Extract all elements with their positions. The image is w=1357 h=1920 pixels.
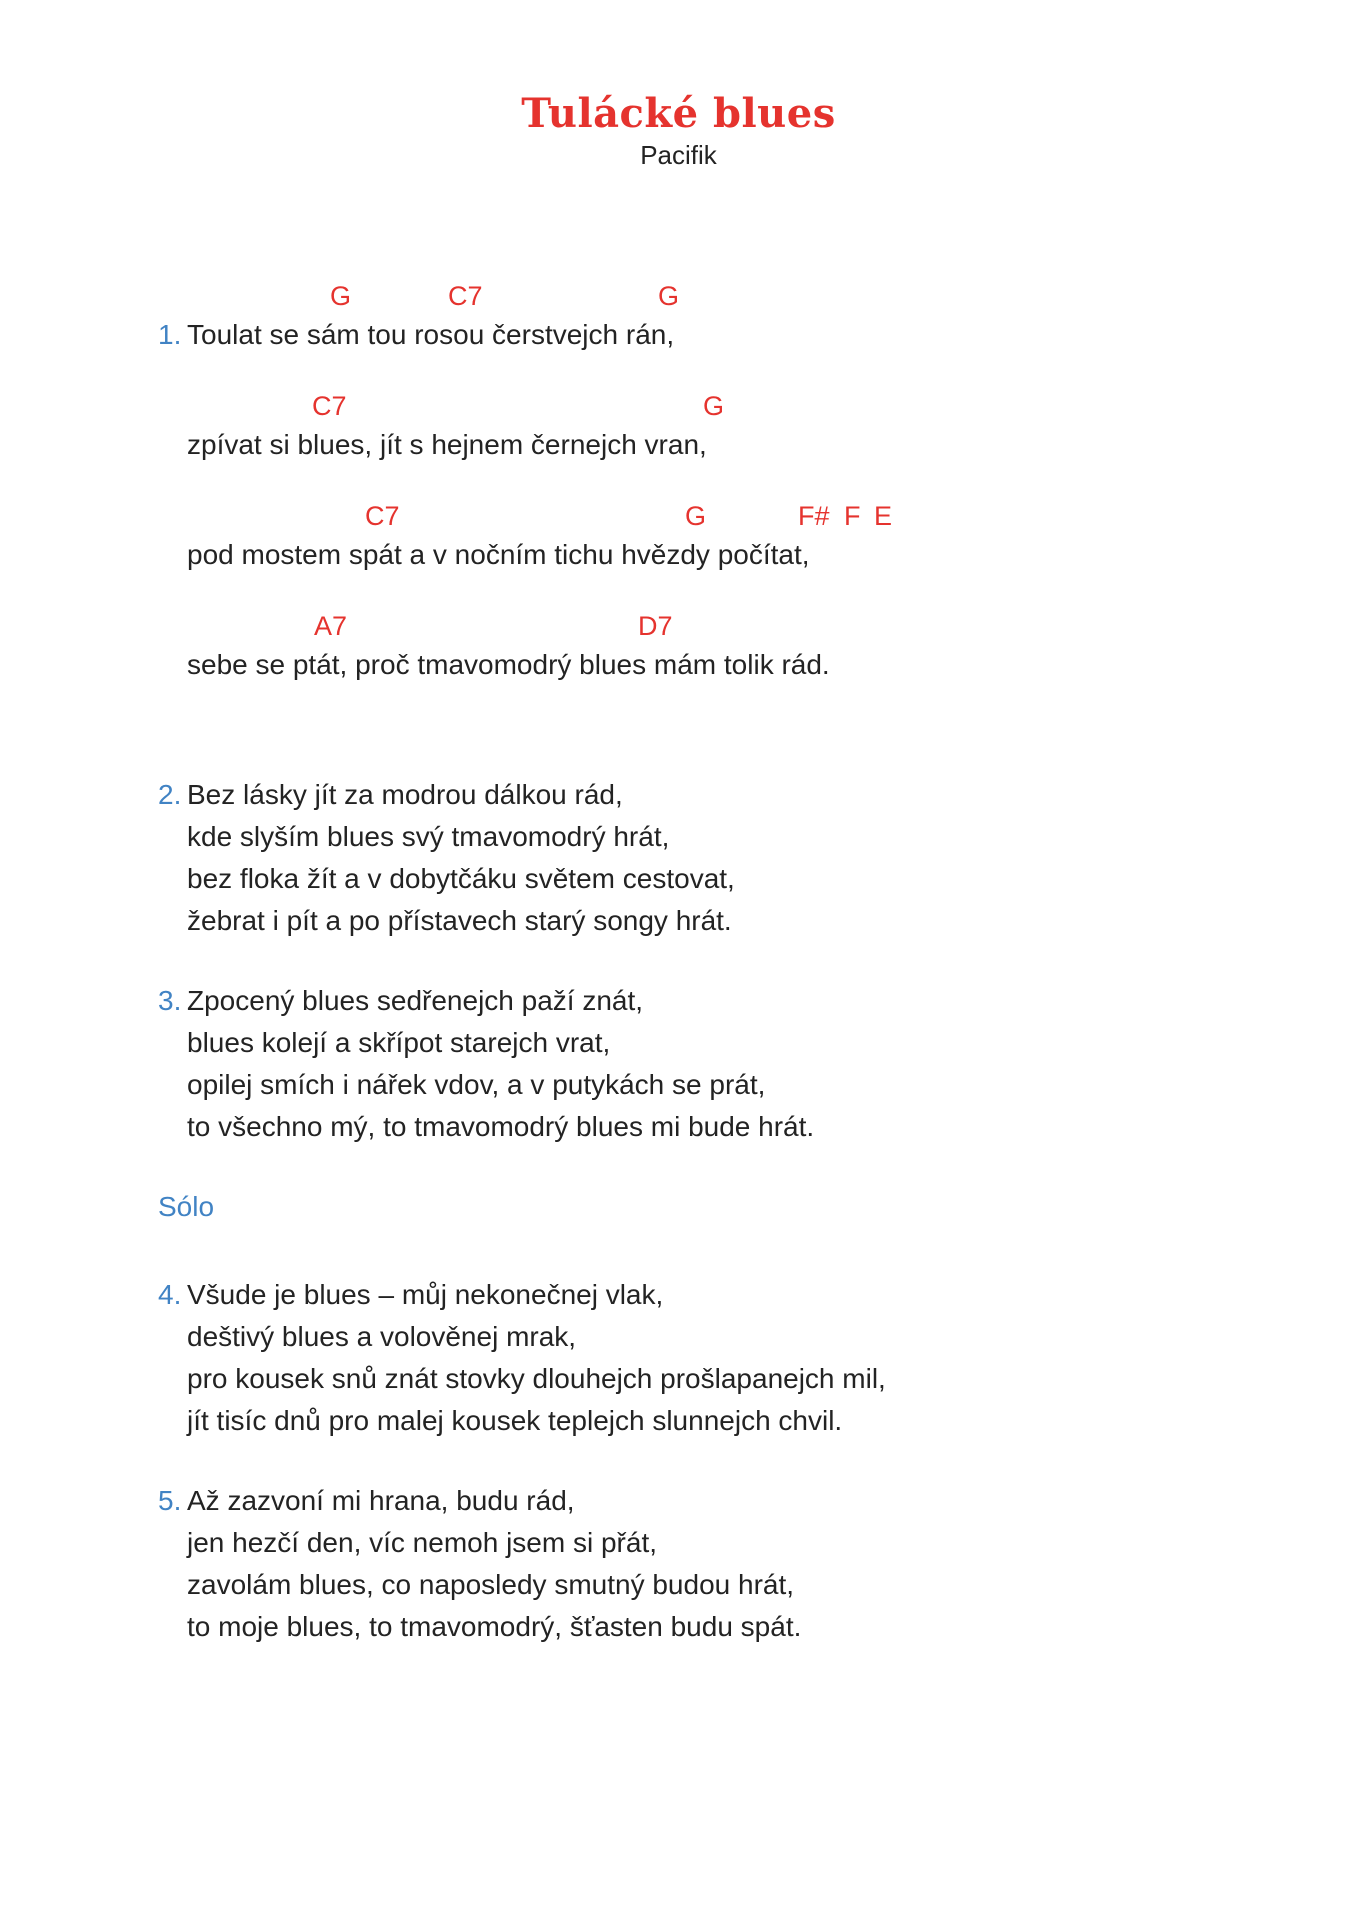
chord-f: F <box>844 501 861 531</box>
verse-number: 1. <box>158 319 182 350</box>
chord-g: G <box>330 281 352 311</box>
lyric-line: deštivý blues a volověnej mrak, <box>187 1321 577 1352</box>
chord-g: G <box>685 501 707 531</box>
chord-e: E <box>874 501 893 531</box>
lyric-line <box>158 774 1317 816</box>
verse-4 <box>158 1274 1317 1442</box>
lyric-line <box>158 980 1317 1022</box>
lyric-line <box>158 1480 1317 1522</box>
verse-number: 5. <box>158 1485 182 1516</box>
verse-number: 4. <box>158 1279 182 1310</box>
chord-g: G <box>703 391 725 421</box>
chord-lyric-pair <box>158 388 1317 466</box>
lyric-line <box>158 1274 1317 1316</box>
lyrics-content <box>158 0 1317 1686</box>
verse-number: 3. <box>158 985 182 1016</box>
chord-c7: C7 <box>365 501 400 531</box>
lyric-line: to moje blues, to tmavomodrý, šťasten budu spát. <box>187 1611 802 1642</box>
chord-c7: C7 <box>448 281 483 311</box>
lyric-line: žebrat i pít a po přístavech starý songy hrát. <box>187 905 732 936</box>
verse-2 <box>158 774 1317 942</box>
chord-f-sharp: F# <box>798 501 830 531</box>
chord-lyric-pair <box>158 608 1317 686</box>
chord-row <box>158 498 1317 534</box>
lyric-line: opilej smích i nářek vdov, a v putykách se prát, <box>187 1069 766 1100</box>
lyric-line: to všechno mý, to tmavomodrý blues mi bude hrát. <box>187 1111 815 1142</box>
lyric-line: jen hezčí den, víc nemoh jsem si přát, <box>187 1527 657 1558</box>
lyric-text: Až zazvoní mi hrana, budu rád, <box>187 1485 575 1516</box>
lyric-line: jít tisíc dnů pro malej kousek teplejch slunnejch chvil. <box>187 1405 843 1436</box>
verse-3 <box>158 980 1317 1148</box>
solo-label: Sólo <box>158 1191 215 1222</box>
verse-5 <box>158 1480 1317 1648</box>
lyric-line <box>158 314 1317 356</box>
lyric-line: zpívat si blues, jít s hejnem černejch vran, <box>187 429 707 460</box>
chord-row <box>158 388 1317 424</box>
lyric-line: bez floka žít a v dobytčáku světem cestovat, <box>187 863 735 894</box>
chord-c7: C7 <box>312 391 347 421</box>
lyric-text: Bez lásky jít za modrou dálkou rád, <box>187 779 623 810</box>
verse-1 <box>158 278 1317 686</box>
artist-name: Pacifik <box>640 140 717 170</box>
lyric-line: pro kousek snů znát stovky dlouhejch prošlapanejch mil, <box>187 1363 886 1394</box>
chord-row <box>158 278 1317 314</box>
lyric-line: sebe se ptát, proč tmavomodrý blues mám tolik rád. <box>187 649 830 680</box>
lyric-text: Všude je blues – můj nekonečnej vlak, <box>187 1279 664 1310</box>
chord-lyric-pair <box>158 278 1317 356</box>
lyric-text: Toulat se sám tou rosou čerstvejch rán, <box>187 319 675 350</box>
lyric-line: zavolám blues, co naposledy smutný budou hrát, <box>187 1569 795 1600</box>
lyric-text: Zpocený blues sedřenejch paží znát, <box>187 985 644 1016</box>
chord-d7: D7 <box>638 611 673 641</box>
chord-lyric-pair <box>158 498 1317 576</box>
chord-a7: A7 <box>314 611 348 641</box>
chord-g: G <box>658 281 680 311</box>
lyric-line: kde slyším blues svý tmavomodrý hrát, <box>187 821 670 852</box>
lyric-line: pod mostem spát a v nočním tichu hvězdy počítat, <box>187 539 810 570</box>
verse-number: 2. <box>158 779 182 810</box>
chord-row <box>158 608 1317 644</box>
page-title: Tulácké blues <box>521 90 836 137</box>
lyric-line: blues kolejí a skřípot starejch vrat, <box>187 1027 611 1058</box>
